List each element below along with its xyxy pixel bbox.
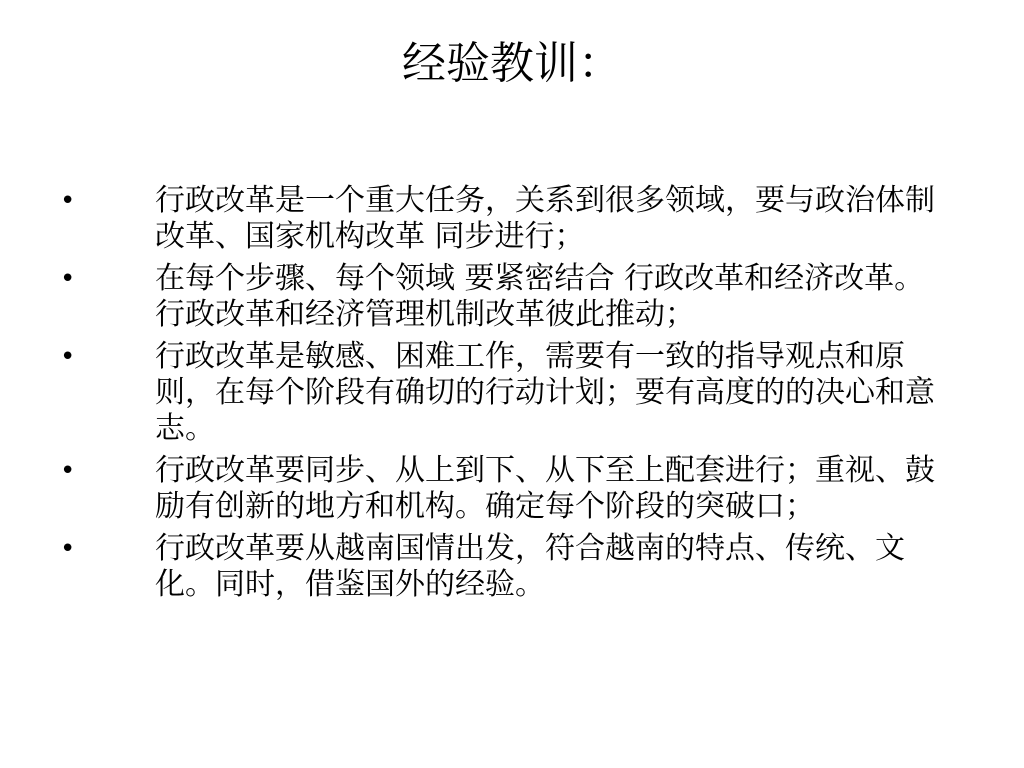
list-item <box>0 183 1024 255</box>
list-item <box>0 339 1024 447</box>
bullet-icon: • <box>60 456 76 486</box>
bullet-text: 行政改革要从越南国情出发，符合越南的特点、传统、文化。同时，借鉴国外的经验。 <box>155 531 905 602</box>
bullet-text: 行政改革要同步、从上到下、从下至上配套进行；重视、鼓励有创新的地方和机构。确定每个阶段的突破口； <box>155 453 935 524</box>
list-item <box>0 453 1024 525</box>
bullet-icon: • <box>60 534 76 564</box>
bullet-icon: • <box>60 186 76 216</box>
bullet-list <box>0 183 1024 609</box>
list-item <box>0 531 1024 603</box>
bullet-icon: • <box>60 264 76 294</box>
bullet-text: 行政改革是敏感、困难工作，需要有一致的指导观点和原则，在每个阶段有确切的行动计划；要有高度的的决心和意志。 <box>155 339 935 446</box>
list-item <box>0 261 1024 333</box>
slide-title: 经验教训： <box>402 38 622 89</box>
bullet-text: 在每个步骤、每个领域 要紧密结合 行政改革和经济改革。 行政改革和经济管理机制改革彼此推动； <box>155 261 925 332</box>
bullet-icon: • <box>60 342 76 372</box>
bullet-text: 行政改革是一个重大任务，关系到很多领域，要与政治体制改革、国家机构改革 同步进行； <box>155 183 935 254</box>
